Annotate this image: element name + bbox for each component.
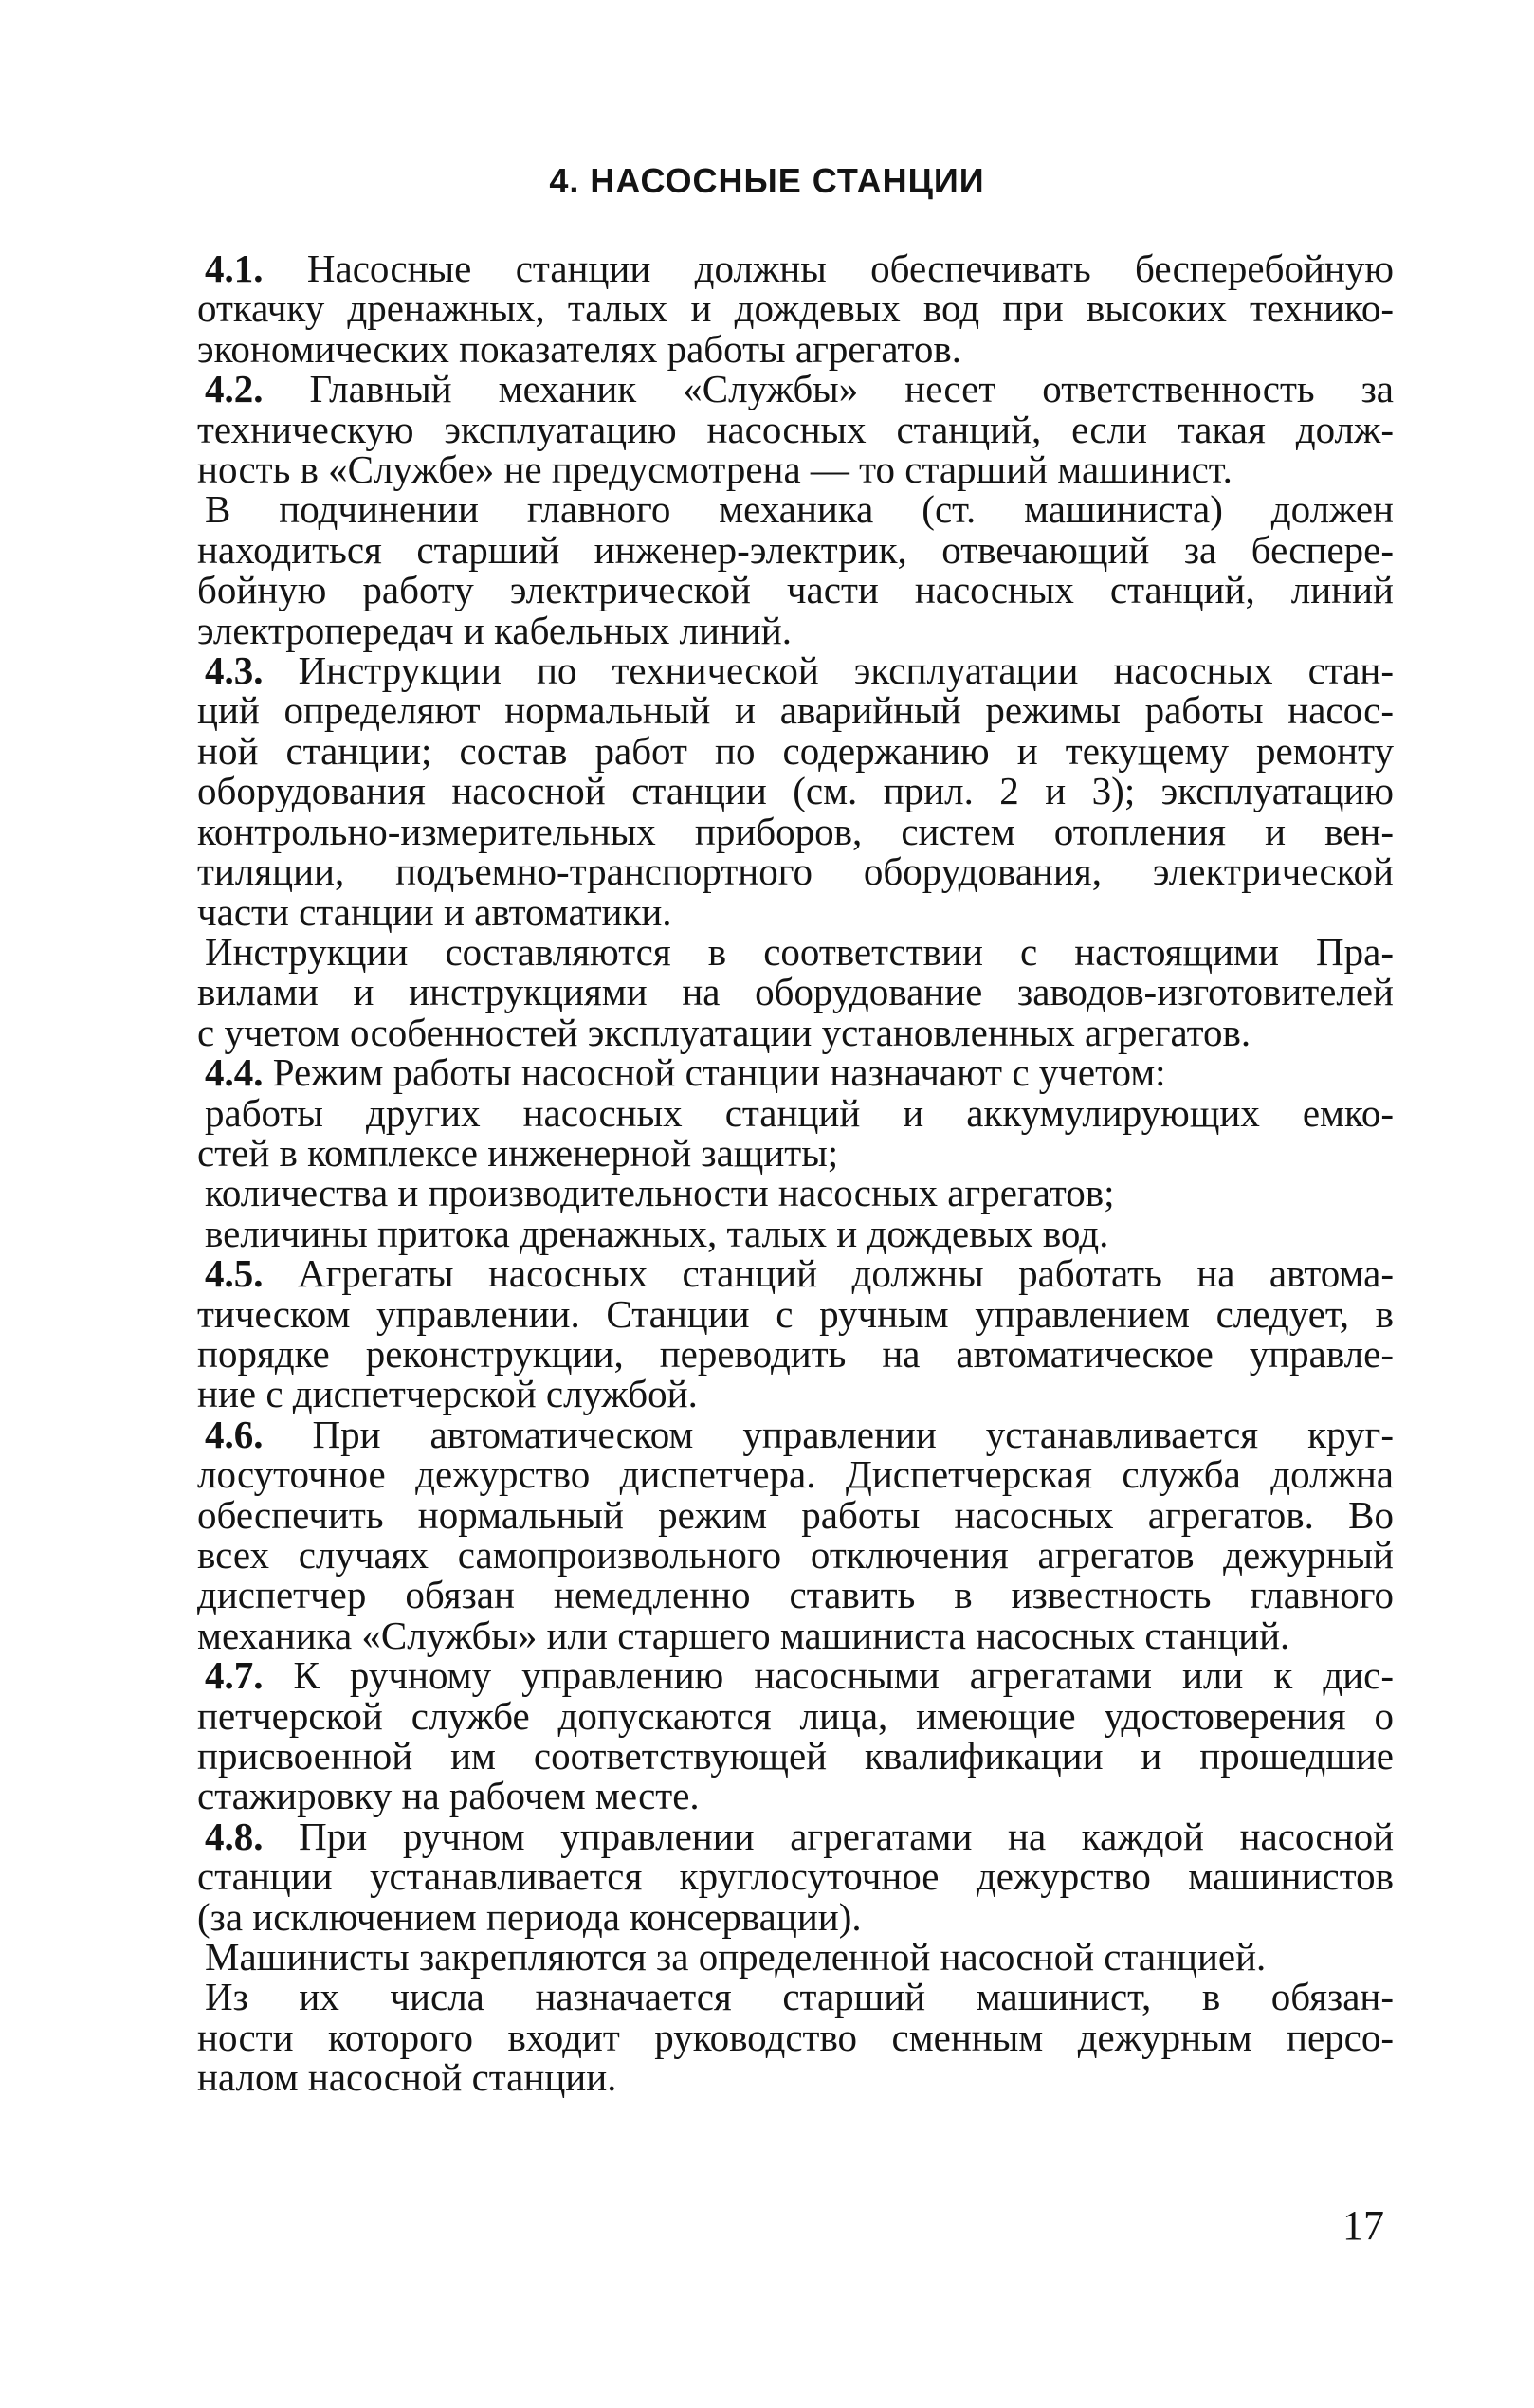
line-text: ние с диспетчерской службой. (197, 1372, 698, 1416)
paragraph-line (197, 2055, 1394, 2100)
page-number: 17 (1342, 2202, 1384, 2249)
paragraph-line (197, 1251, 1395, 1296)
line-text: откачку дренажных, талых и дождевых вод при высоких технико- (197, 286, 1394, 331)
line-text: Машинисты закрепляются за определенной насосной станцией. (205, 1935, 1267, 1979)
paragraph-line (197, 728, 1394, 773)
line-text: вилами и инструкциями на оборудование заводов-изготовителей (197, 970, 1394, 1014)
line-text: Инструкции по технической эксплуатации насосных стан- (298, 648, 1395, 693)
line-text: порядке реконструкции, переводить на автоматическое управле- (197, 1331, 1394, 1376)
line-text: величины притока дренажных, талых и дождевых вод. (205, 1211, 1109, 1255)
paragraph-line (197, 1090, 1394, 1135)
paragraph-line (197, 1816, 1394, 1856)
paragraph-line (197, 648, 1395, 693)
paragraph-line (197, 1734, 1394, 1779)
paragraph-line (197, 1213, 1394, 1253)
paragraph-line (197, 608, 1394, 652)
paragraph-line (197, 688, 1394, 733)
line-text: ной станции; состав работ по содержанию и текущему ремонту (197, 728, 1394, 773)
line-text: Главный механик «Службы» несет ответственность за (309, 367, 1394, 411)
paragraph-line (197, 1331, 1394, 1376)
line-text: (за исключением периода консервации). (197, 1894, 862, 1939)
line-text: техническую эксплуатацию насосных станций, если такая долж- (197, 407, 1394, 451)
line-text: Инструкции составляются в соответствии с настоящими Пра- (205, 929, 1394, 974)
paragraph-line (197, 487, 1394, 532)
paragraph-line (197, 1452, 1394, 1497)
paragraph-line (197, 1414, 1394, 1454)
line-text: части станции и автоматики. (197, 889, 672, 934)
line-text: работы других насосных станций и аккумулирующих емко- (205, 1090, 1394, 1135)
paragraph-line (197, 1535, 1394, 1575)
paragraph-line (197, 972, 1394, 1012)
document-body (197, 248, 1394, 2098)
line-text: тическом управлении. Станции с ручным управлением следует, в (197, 1291, 1394, 1336)
line-text: При ручном управлении агрегатами на каждой насосной (299, 1814, 1395, 1858)
paragraph-line (197, 1774, 1394, 1818)
paragraph-line (197, 1573, 1394, 1617)
line-text: бойную работу электрической части насосных станций, линий (197, 568, 1394, 612)
line-text: всех случаях самопроизвольного отключения агрегатов дежурный (197, 1533, 1394, 1577)
line-text: лосуточное дежурство диспетчера. Диспетчерская служба должна (197, 1452, 1394, 1497)
paragraph-line (197, 809, 1394, 853)
line-text: станции устанавливается круглосуточное дежурство машинистов (197, 1854, 1394, 1899)
paragraph-line (197, 1693, 1394, 1738)
paragraph-line (197, 326, 1394, 371)
clause-number: 4.8. (205, 1814, 264, 1858)
section-heading: 4. НАСОСНЫЕ СТАНЦИИ (549, 161, 985, 200)
paragraph-line (197, 2017, 1394, 2057)
clause-number: 4.7. (205, 1653, 264, 1698)
line-text: К ручному управлению насосными агрегатами или к дис- (293, 1653, 1394, 1698)
paragraph-line (197, 1894, 1394, 1939)
line-text: стей в комплексе инженерной защиты; (197, 1130, 839, 1175)
line-text: обеспечить нормальный режим работы насосных агрегатов. Во (197, 1492, 1394, 1537)
clause-number: 4.5. (205, 1251, 264, 1296)
clause-number: 4.6. (205, 1412, 264, 1456)
line-text: Режим работы насосной станции назначают с учетом: (272, 1050, 1166, 1095)
paragraph-line (197, 889, 1394, 934)
line-text: петчерской службе допускаются лица, имеющие удостоверения о (197, 1693, 1394, 1738)
paragraph-line (197, 1492, 1394, 1537)
paragraph-line (197, 248, 1394, 288)
paragraph-line (197, 1615, 1394, 1655)
line-text: Насосные станции должны обеспечивать бесперебойную (306, 246, 1394, 290)
paragraph-line (197, 1012, 1394, 1052)
line-text: оборудования насосной станции (см. прил. 2 и 3); эксплуатацию (197, 769, 1394, 813)
line-text: Из их числа назначается старший машинист, в обязан- (205, 1975, 1394, 2019)
line-text: налом насосной станции. (197, 2055, 617, 2100)
line-text: ности которого входит руководство сменным дежурным персо- (197, 2015, 1394, 2059)
paragraph-line (197, 1374, 1394, 1414)
line-text: с учетом особенностей эксплуатации установленных агрегатов. (197, 1010, 1251, 1054)
line-text: контрольно-измерительных приборов, систем отопления и вен- (197, 809, 1394, 853)
line-text: При автоматическом управлении устанавливается круг- (312, 1412, 1395, 1456)
clause-number: 4.3. (205, 648, 264, 693)
paragraph-line (197, 771, 1394, 811)
paragraph-line (197, 1854, 1394, 1899)
paragraph-line (197, 1050, 1394, 1095)
line-text: ность в «Службе» не предусмотрена — то старший машинист. (197, 447, 1233, 492)
line-text: Агрегаты насосных станций должны работать на автома- (297, 1251, 1395, 1296)
line-text: находиться старший инженер-электрик, отвечающий за беспере- (197, 527, 1394, 572)
line-text: количества и производительности насосных агрегатов; (205, 1171, 1115, 1215)
paragraph-line (197, 286, 1394, 331)
paragraph-line (197, 570, 1394, 610)
line-text: механика «Службы» или старшего машиниста насосных станций. (197, 1613, 1290, 1657)
clause-number: 4.4. (205, 1050, 264, 1095)
paragraph-line (197, 1975, 1394, 2019)
line-text: электропередач и кабельных линий. (197, 608, 792, 652)
paragraph-line (197, 447, 1394, 492)
paragraph-line (197, 1937, 1394, 1977)
paragraph-line (197, 527, 1394, 572)
line-text: В подчинении главного механика (ст. машиниста) должен (205, 487, 1394, 532)
line-text: тиляции, подъемно-транспортного оборудования, электрической (197, 849, 1394, 894)
line-text: экономических показателях работы агрегатов. (197, 326, 961, 371)
paragraph-line (197, 1173, 1394, 1213)
paragraph-line (197, 407, 1394, 451)
clause-number: 4.2. (205, 367, 264, 411)
paragraph-line (197, 1291, 1394, 1336)
paragraph-line (197, 929, 1394, 974)
line-text: ций определяют нормальный и аварийный режимы работы насос- (197, 688, 1394, 733)
line-text: стажировку на рабочем месте. (197, 1774, 700, 1818)
line-text: диспетчер обязан немедленно ставить в известность главного (197, 1573, 1394, 1617)
paragraph-line (197, 849, 1394, 894)
paragraph-line (197, 1653, 1394, 1698)
clause-number: 4.1. (205, 246, 264, 290)
paragraph-line (197, 369, 1394, 409)
line-text: присвоенной им соответствующей квалификации и прошедшие (197, 1734, 1394, 1779)
paragraph-line (197, 1130, 1394, 1175)
